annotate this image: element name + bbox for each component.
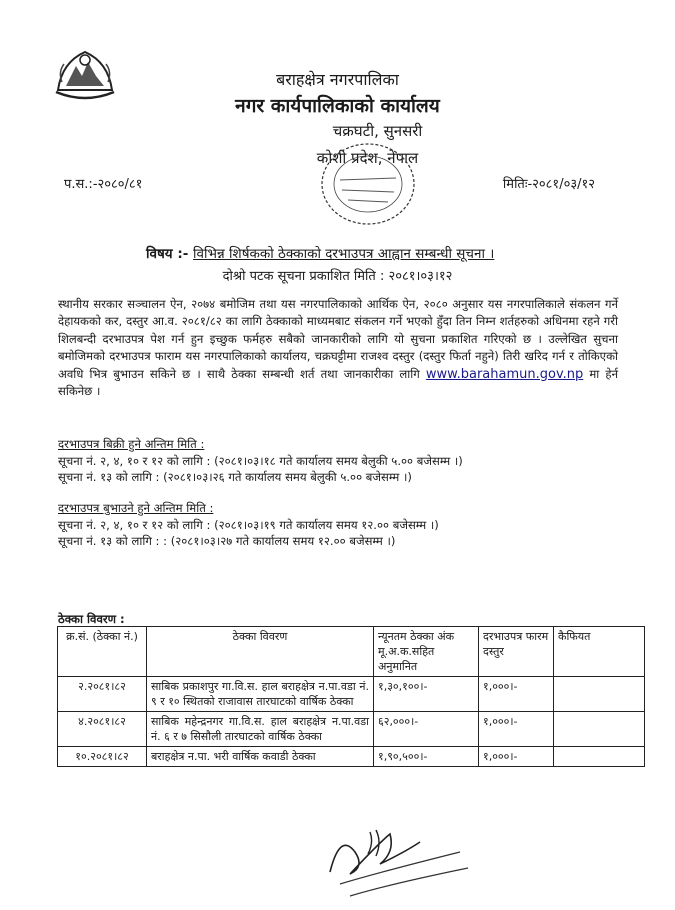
subject-title: विभिन्न शिर्षकको ठेक्काको दरभाउपत्र आह्वान सम्बन्धी सूचना । [193, 246, 495, 262]
col-header-serial: क्र.सं. (ठेक्का नं.) [58, 627, 147, 677]
location-line-2: कोशी प्रदेश, नेपाल [316, 149, 419, 167]
table-row [58, 747, 645, 767]
cell-serial: ४.२०८१।८२ [58, 712, 147, 747]
cell-form-fee: १,०००।- [479, 677, 554, 712]
contract-details-label: ठेक्का विवरण : [58, 612, 125, 626]
location-line-1: चक्रघटी, सुनसरी [332, 122, 423, 140]
publication-date-line: दोश्रो पटक सूचना प्रकाशित मिति : २०८१।०३।१२ [222, 269, 453, 284]
cell-remarks [554, 747, 645, 767]
col-header-remarks: कैफियत [554, 627, 645, 677]
official-signature [310, 812, 480, 902]
purchase-deadline-section [58, 436, 618, 486]
paragraph-end-text: मा हेर्न सकिनेछ । [58, 366, 619, 399]
cell-description: साबिक प्रकाशपुर गा.वि.स. हाल बराहक्षेत्र न.पा.वडा नं. ९ र १० स्थितको राजावास तारघाटको वार्षिक ठेक्का [147, 677, 374, 712]
office-name: नगर कार्यपालिकाको कार्यालय [235, 95, 440, 117]
col-header-min-amount: न्यूनतम ठेक्का अंक मू.अ.क.सहित अनुमानित [374, 627, 479, 677]
cell-serial: १०.२०८१।८२ [58, 747, 147, 767]
table-header-row [58, 627, 645, 677]
purchase-deadline-line: सूचना नं. १३ को लागि : (२०८१।०३।२६ गते कार्यालय समय बेलुकी ५.०० बजेसम्म ।) [58, 470, 412, 484]
table-row [58, 677, 645, 712]
col-header-description: ठेक्का विवरण [147, 627, 374, 677]
org-name: बराहक्षेत्र नगरपालिका [276, 70, 399, 89]
notice-paragraph [58, 296, 618, 400]
paragraph-text: स्थानीय सरकार सञ्चालन ऐन, २०७४ बमोजिम तथा यस नगरपालिकाको आर्थिक ऐन, २०८० अनुसार यस नगरपालिकाले संकलन गर्ने देहायकको कर, दस्तुर आ.व. २०८१/८२ का लागि ठेक्काको माध्यमबाट संकलन गर्ने भएको हुँदा तिन निम्न शर्तहरुको अधिनमा रहने गरी शिलबन्दी दरभाउपत्र पेश गर्न हुन इच्छुक फर्महरु सबैको जानकारीको लागि यो सुचना प्रकाशित गरिएको छ । उल्लेखित सुचना बमोजिमको दरभाउपत्र फाराम यस नगरपालिकाको कार्यालय, चक्रघट्टीमा राजश्व दस्तुर (दस्तुर फिर्ता नहुने) तिरी खरिद गर्न र तोकिएको अवधि भित्र बुभाउन सकिने छ । साथै ठेक्का सम्बन्धी शर्त तथा जानकारीका लागि [58, 297, 618, 381]
cell-description: बराहक्षेत्र न.पा. भरी वार्षिक कवाडी ठेक्का [147, 747, 374, 767]
office-stamp [318, 140, 418, 228]
cell-form-fee: १,०००।- [479, 712, 554, 747]
notice-date: मितिः-२०८१/०३/१२ [502, 177, 595, 192]
cell-remarks [554, 677, 645, 712]
col-header-form-fee: दरभाउपत्र फारम दस्तुर [479, 627, 554, 677]
cell-min-amount: ६२,०००।- [374, 712, 479, 747]
cell-remarks [554, 712, 645, 747]
purchase-deadline-line: सूचना नं. २, ४, १० र १२ को लागि : (२०८१।०३।१८ गते कार्यालय समय बेलुकी ५.०० बजेसम्म ।) [58, 453, 463, 468]
cell-min-amount: १,३०,१००।- [374, 677, 479, 712]
submission-deadline-line: सूचना नं. २, ४, १० र १२ को लागि : (२०८१।०३।१९ गते कार्यालय समय १२.०० बजेसम्म ।) [58, 517, 439, 532]
purchase-deadline-heading: दरभाउपत्र बिक्री हुने अन्तिम मिति : [58, 437, 205, 451]
cell-description: साबिक महेन्द्रनगर गा.वि.स. हाल बराहक्षेत्र न.पा.वडा नं. ६ र ७ सिसौली तारघाटको वार्षिक ठेक्का [147, 712, 374, 747]
contract-table [57, 626, 645, 767]
submission-deadline-section [58, 500, 618, 550]
submission-deadline-line: सूचना नं. १३ को लागि : : (२०८१।०३।२७ गते कार्यालय समय १२.०० बजेसम्म ।) [58, 534, 396, 548]
cell-serial: २.२०८१।८२ [58, 677, 147, 712]
website-link[interactable]: www.barahamun.gov.np [425, 366, 584, 382]
cell-min-amount: १,९०,५००।- [374, 747, 479, 767]
subject-line [146, 244, 494, 262]
subject-label: विषय :- [146, 246, 189, 262]
cell-form-fee: १,०००।- [479, 747, 554, 767]
submission-deadline-heading: दरभाउपत्र बुभाउने हुने अन्तिम मिति : [58, 501, 214, 515]
reference-number: प.स.:-२०८०/८१ [64, 177, 143, 192]
table-row [58, 712, 645, 747]
